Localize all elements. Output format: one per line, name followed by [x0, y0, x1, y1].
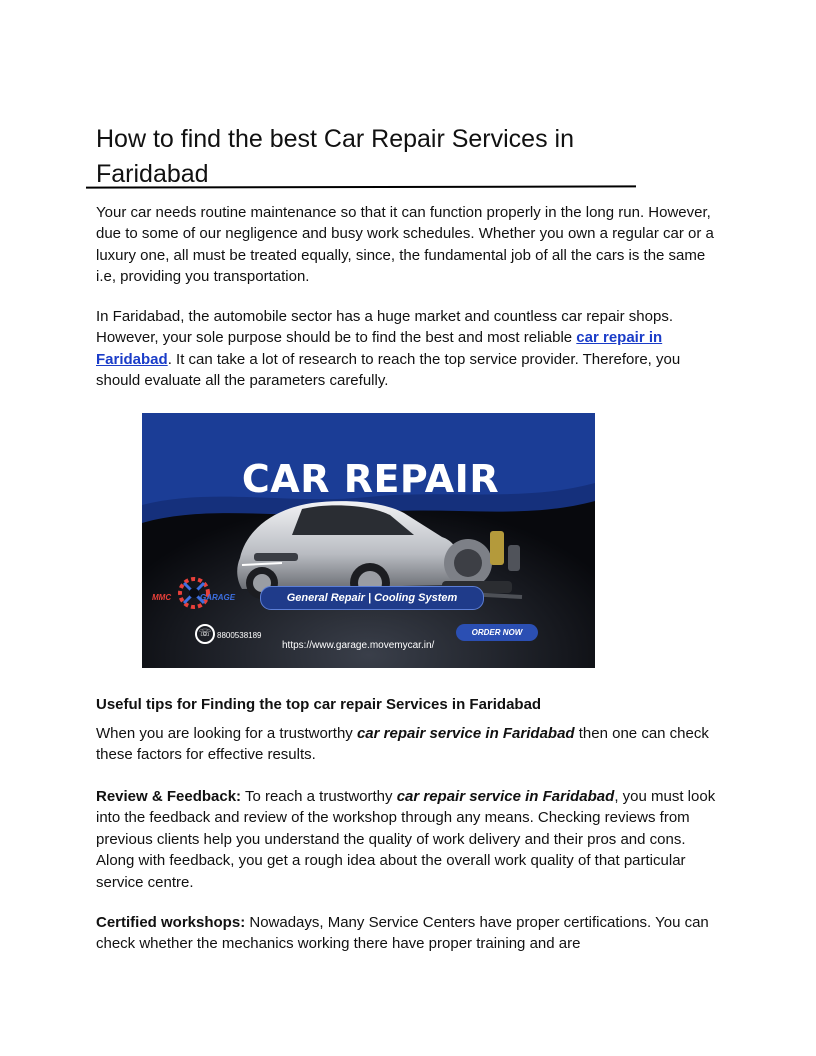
phone-number: 8800538189 [217, 631, 262, 640]
paragraph-text: , you must look into the feedback and review of the workshop through any means. Checking reviews from previous clients help you understand the quality of work delivery and their pros and cons. Along with feedback, you get a rough idea about the overall work quality of that particular service centre. [96, 788, 716, 891]
paragraph-certified-workshops [96, 912, 720, 955]
section-heading: Useful tips for Finding the top car repair Services in Faridabad [96, 696, 542, 713]
phone-icon: ☏ [195, 624, 215, 644]
order-now-button[interactable]: ORDER NOW [456, 624, 538, 641]
paragraph-text: Nowadays, Many Service Centers have proper certifications. You can check whether the mechanics working there have proper training and are [96, 914, 709, 953]
banner-title: CAR REPAIR [241, 457, 500, 501]
services-pill: General Repair | Cooling System [260, 586, 484, 610]
paragraph-tips-intro [96, 723, 720, 766]
emphasis-text: car repair service in Faridabad [396, 788, 615, 805]
paragraph-label: Certified workshops: [96, 914, 246, 931]
logo-mmc-text: MMC [152, 593, 172, 602]
banner-url: https://www.garage.movemycar.in/ [282, 640, 435, 651]
paragraph-text: . It can take a lot of research to reach the top service provider. Therefore, you should evaluate all the parameters carefully. [96, 350, 681, 390]
logo-garage-text: GARAGE [200, 593, 236, 602]
paragraph-faridabad [96, 306, 720, 392]
paragraph-intro: Your car needs routine maintenance so that it can function properly in the long run. However, due to some of our negligence and busy work schedules. Whether you own a regular car or a luxury one, all must be treated equally, since, the fundamental job of all the cars is the same i.e, providing you transportation. [96, 204, 714, 286]
paragraph-text: In Faridabad, the automobile sector has a huge market and countless car repair shops. However, your sole purpose should be to find the best and most reliable [96, 308, 673, 347]
paragraph-review-feedback [96, 786, 720, 893]
car-repair-banner [142, 413, 595, 668]
paragraph-text: then one can check these factors for effective results. [96, 725, 709, 764]
car-repair-link[interactable]: car repair in Faridabad [96, 329, 663, 368]
document-title: How to find the best Car Repair Services in Faridabad [96, 125, 574, 188]
emphasis-text: car repair service in Faridabad [356, 725, 575, 742]
paragraph-text: When you are looking for a trustworthy [96, 725, 357, 742]
paragraph-label: Review & Feedback: [96, 788, 242, 805]
paragraph-text: To reach a trustworthy [241, 788, 397, 805]
